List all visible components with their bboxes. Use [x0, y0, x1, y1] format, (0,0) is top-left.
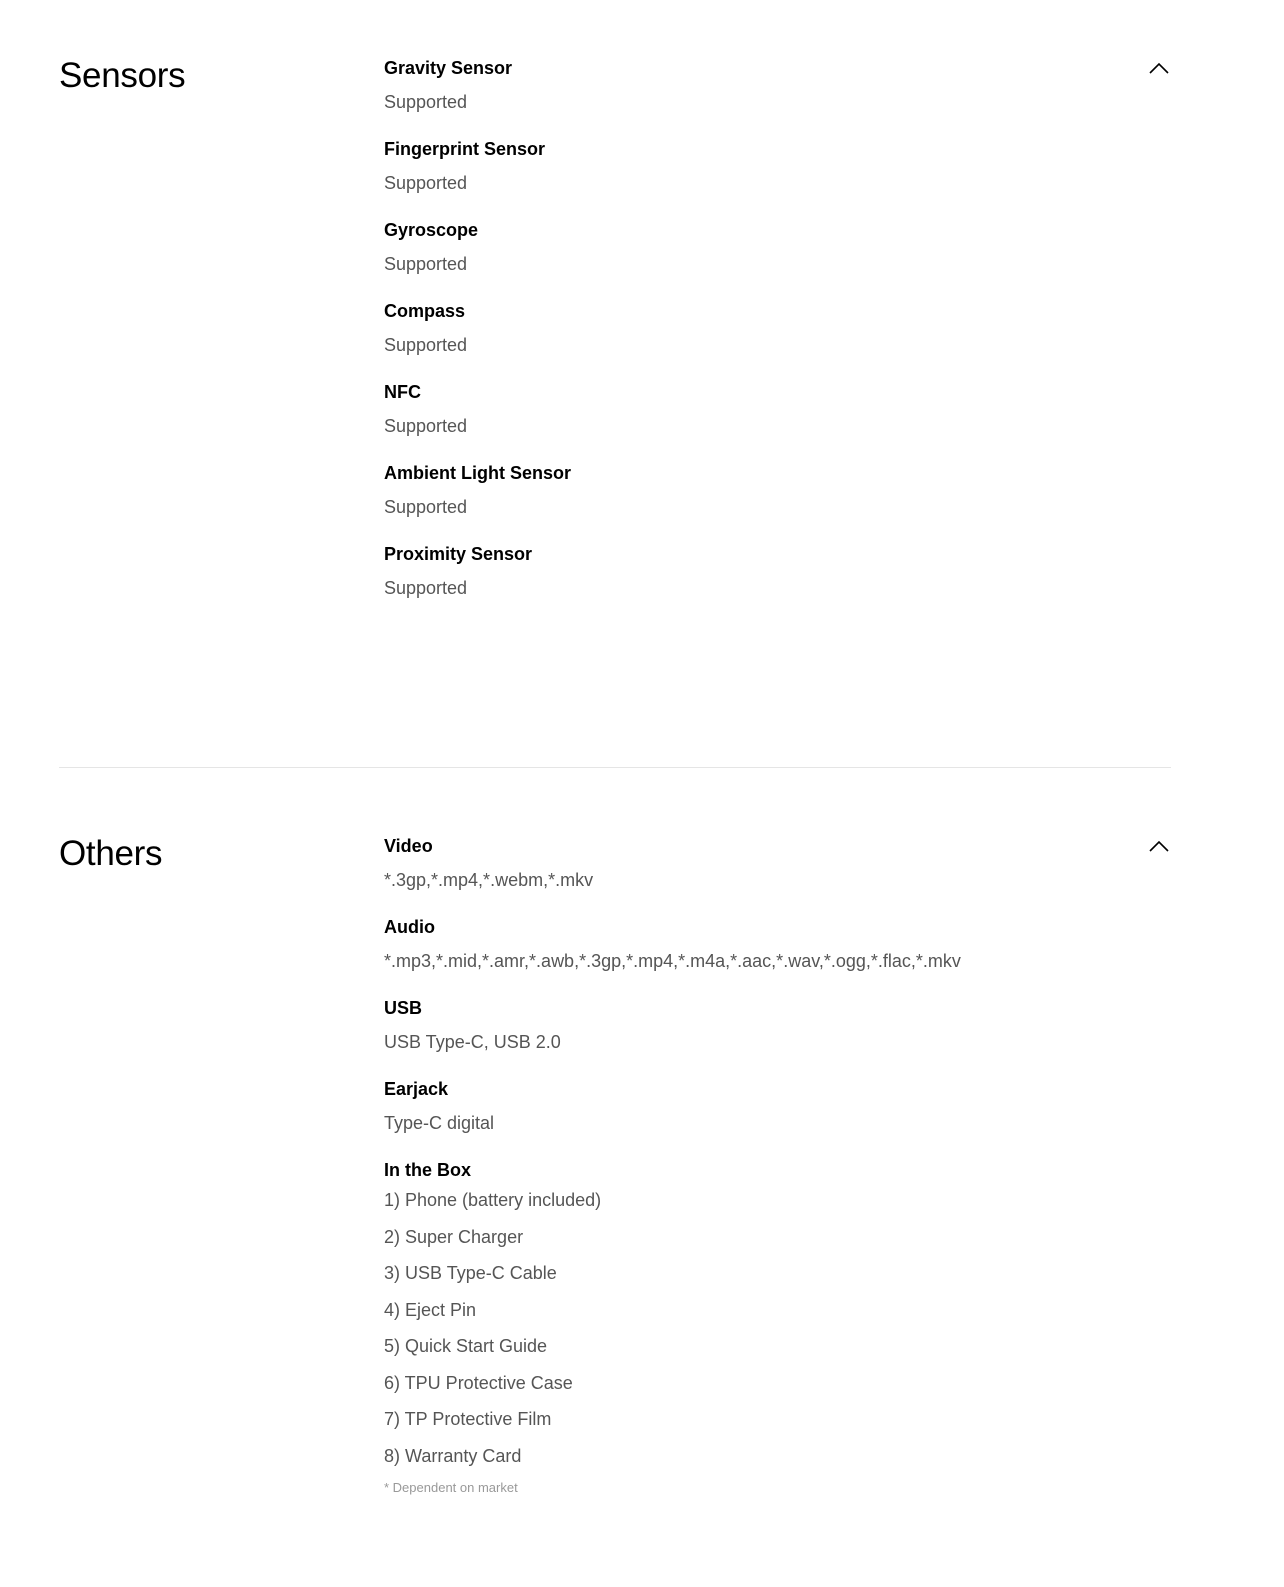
others-section-title: Others — [59, 834, 163, 873]
spec-item-audio — [384, 915, 1144, 973]
spec-label: Gravity Sensor — [384, 58, 513, 78]
spec-label: USB — [384, 998, 423, 1018]
spec-value: Supported — [384, 335, 468, 355]
spec-value: Supported — [384, 416, 468, 436]
spec-item-compass — [384, 299, 1144, 357]
spec-item-fingerprint-sensor — [384, 137, 1144, 195]
box-list-item: 6) TPU Protective Case — [384, 1372, 573, 1393]
section-divider — [59, 767, 1171, 768]
box-list-item: 5) Quick Start Guide — [384, 1336, 548, 1356]
spec-label: Compass — [384, 301, 466, 321]
sensors-section-title: Sensors — [59, 56, 186, 95]
spec-item-in-the-box — [384, 1158, 1144, 1495]
others-spec-list — [384, 834, 1144, 1518]
sensors-spec-list — [384, 56, 1144, 623]
box-list-item: 2) Super Charger — [384, 1226, 524, 1247]
spec-item-video — [384, 834, 1144, 892]
chevron-up-icon — [1147, 56, 1171, 80]
spec-item-proximity-sensor — [384, 542, 1144, 600]
spec-value: USB Type-C, USB 2.0 — [384, 1032, 561, 1052]
spec-label: Gyroscope — [384, 220, 479, 240]
spec-item-nfc — [384, 380, 1144, 438]
spec-item-gyroscope — [384, 218, 1144, 276]
chevron-up-icon — [1147, 834, 1171, 858]
spec-item-usb — [384, 996, 1144, 1054]
box-list-item: 3) USB Type-C Cable — [384, 1263, 557, 1283]
others-collapse-button[interactable] — [1147, 834, 1171, 858]
spec-value: Supported — [384, 173, 468, 193]
spec-value: *.3gp,*.mp4,*.webm,*.mkv — [384, 870, 594, 890]
spec-value: Supported — [384, 578, 468, 598]
spec-label: NFC — [384, 382, 421, 402]
spec-value: Supported — [384, 254, 468, 274]
spec-label: Earjack — [384, 1079, 449, 1099]
spec-value: Type-C digital — [384, 1113, 495, 1133]
spec-item-earjack — [384, 1077, 1144, 1135]
spec-label: Audio — [384, 917, 435, 937]
box-list-item: 1) Phone (battery included) — [384, 1190, 602, 1210]
box-list-item: 4) Eject Pin — [384, 1299, 477, 1320]
footnote: * Dependent on market — [384, 1480, 518, 1495]
spec-value: Supported — [384, 92, 468, 112]
spec-item-ambient-light-sensor — [384, 461, 1144, 519]
spec-label: Fingerprint Sensor — [384, 139, 546, 159]
spec-label: In the Box — [384, 1160, 472, 1180]
box-list-item: 8) Warranty Card — [384, 1445, 522, 1466]
spec-label: Video — [384, 836, 433, 856]
spec-label: Proximity Sensor — [384, 544, 533, 564]
spec-label: Ambient Light Sensor — [384, 463, 572, 483]
spec-value: *.mp3,*.mid,*.amr,*.awb,*.3gp,*.mp4,*.m4a,*.aac,*.wav,*.ogg,*.flac,*.mkv — [384, 951, 961, 971]
spec-value: Supported — [384, 497, 468, 517]
spec-item-gravity-sensor — [384, 56, 1144, 114]
box-list-item: 7) TP Protective Film — [384, 1409, 552, 1429]
sensors-collapse-button[interactable] — [1147, 56, 1171, 80]
